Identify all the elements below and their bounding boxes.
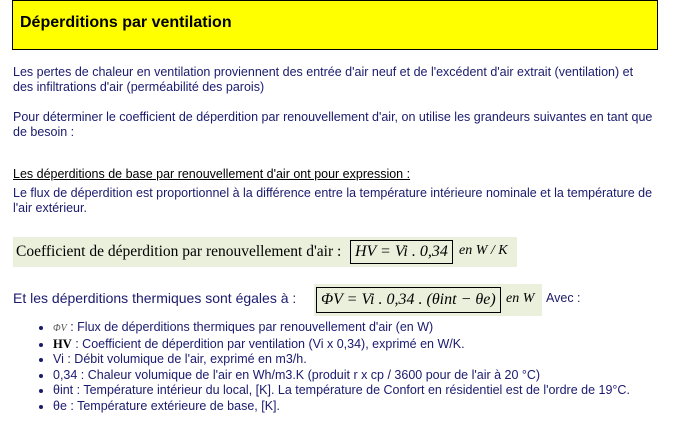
formula-phi-unit: en W (506, 291, 535, 306)
list-item (53, 352, 663, 368)
title-banner (12, 0, 658, 50)
list-item (53, 399, 663, 415)
list-item (53, 383, 663, 399)
base-paragraph: Le flux de déperdition est proportionnel à la différence entre la température intérieure nominale et la température de l'air extérieur. (13, 186, 653, 215)
list-item-text: θe : Température extérieure de base, [K]. (53, 398, 280, 413)
formula-phi-expression: ΦV = Vi . 0,34 . (θint − θe) (316, 287, 501, 313)
list-item-text: 0,34 : Chaleur volumique de l'air en Wh/m3.K (produit r x cp / 3600 pour de l'air à 20 °C) (53, 367, 541, 382)
intro-paragraph-1: Les pertes de chaleur en ventilation proviennent des entrée d'air neuf et de l'excédent d'air extrait (ventilation) et des infiltrations d'air (perméabilité des parois) (13, 65, 634, 94)
symbol-hv: HV (53, 336, 72, 351)
list-item (53, 337, 663, 353)
formula-hv-block (13, 237, 517, 267)
formula-phi-lead: Et les déperditions thermiques sont égales à : (13, 290, 297, 306)
intro-paragraph-2: Pour déterminer le coefficient de déperdition par renouvellement d'air, on utilise les grandeurs suivantes en tant que de besoin : (13, 110, 653, 139)
formula-phi-trail: Avec : (546, 291, 581, 305)
formula-hv-label: Coefficient de déperdition par renouvellement d'air : (16, 243, 342, 260)
formula-phi-block (314, 284, 542, 316)
formula-hv-unit: en W / K (459, 243, 508, 258)
list-item (53, 368, 663, 384)
list-item-text: θint : Température intérieur du local, [K]. La température de Confort en résidentiel est de l'ordre de 19°C. (53, 383, 630, 397)
list-item-text: : Coefficient de déperdition par ventilation (Vi x 0,34), exprimé en W/K. (71, 336, 465, 351)
list-item (53, 320, 663, 337)
page-title: Déperditions par ventilation (20, 14, 232, 31)
symbol-phi-v: ΦV (53, 323, 67, 334)
formula-hv-expression: HV = Vi . 0,34 (350, 240, 453, 264)
variable-list (13, 320, 663, 414)
list-item-text: : Flux de déperditions thermiques par renouvellement d'air (en W) (66, 320, 434, 334)
base-heading: Les déperditions de base par renouvellement d'air ont pour expression : (13, 167, 411, 181)
list-item-text: Vi : Débit volumique de l'air, exprimé en m3/h. (53, 352, 307, 366)
